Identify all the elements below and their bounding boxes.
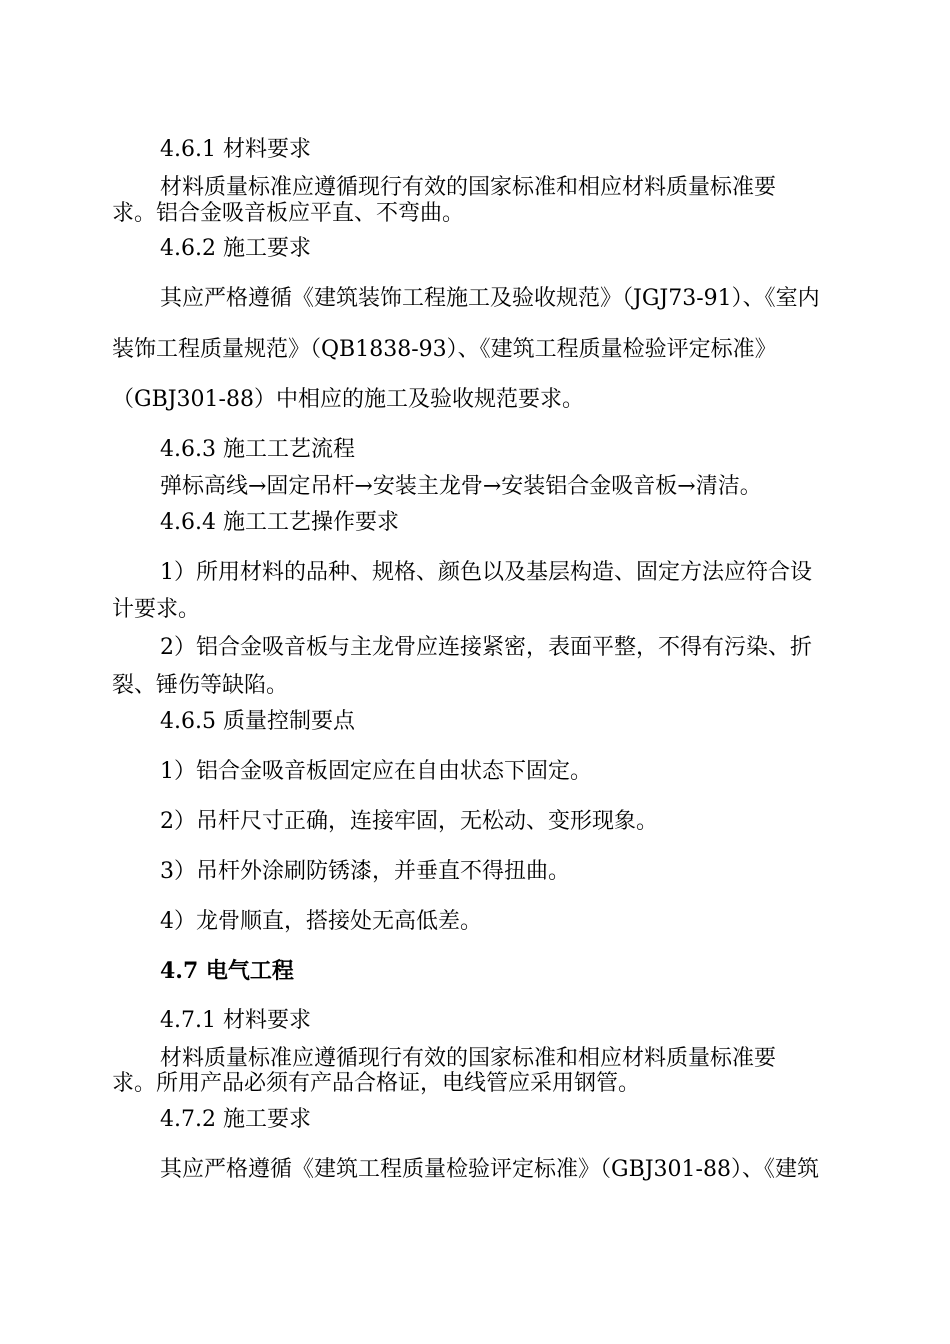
heading-4-6-2: 4.6.2 施工要求 [160, 236, 311, 261]
paragraph-4-6-4-item-2-line-1: 2）铝合金吸音板与主龙骨应连接紧密，表面平整，不得有污染、折 [160, 635, 812, 660]
paragraph-4-6-1-line-2: 求。铝合金吸音板应平直、不弯曲。 [112, 201, 465, 226]
paragraph-4-7-2-line-1: 其应严格遵循《建筑工程质量检验评定标准》（GBJ301-88）、《建筑 [160, 1157, 819, 1182]
paragraph-4-6-5-item-3: 3）吊杆外涂刷防锈漆，并垂直不得扭曲。 [160, 859, 570, 884]
paragraph-4-6-1-line-1: 材料质量标准应遵循现行有效的国家标准和相应材料质量标准要 [160, 175, 777, 200]
heading-4-7-2: 4.7.2 施工要求 [160, 1107, 311, 1132]
paragraph-4-6-5-item-1: 1）铝合金吸音板固定应在自由状态下固定。 [160, 759, 592, 784]
heading-4-6-4: 4.6.4 施工工艺操作要求 [160, 510, 399, 535]
paragraph-4-6-4-item-2-line-2: 裂、锤伤等缺陷。 [112, 673, 289, 698]
paragraph-4-7-1-line-2: 求。所用产品必须有产品合格证，电线管应采用钢管。 [112, 1071, 641, 1096]
heading-4-7: 4.7 电气工程 [160, 958, 294, 984]
heading-4-6-1: 4.6.1 材料要求 [160, 137, 311, 162]
paragraph-4-6-2-line-1: 其应严格遵循《建筑装饰工程施工及验收规范》（JGJ73-91）、《室内 [160, 286, 820, 311]
paragraph-4-6-5-item-2: 2）吊杆尺寸正确，连接牢固，无松动、变形现象。 [160, 809, 658, 834]
heading-4-6-3: 4.6.3 施工工艺流程 [160, 437, 355, 462]
heading-4-6-5: 4.6.5 质量控制要点 [160, 709, 355, 734]
paragraph-4-6-5-item-4: 4）龙骨顺直，搭接处无高低差。 [160, 909, 482, 934]
paragraph-4-6-2-line-3: （GBJ301-88）中相应的施工及验收规范要求。 [112, 387, 584, 412]
paragraph-4-6-3: 弹标高线→固定吊杆→安装主龙骨→安装铝合金吸音板→清洁。 [160, 474, 762, 499]
paragraph-4-6-4-item-1-line-1: 1）所用材料的品种、规格、颜色以及基层构造、固定方法应符合设 [160, 560, 812, 585]
heading-4-7-1: 4.7.1 材料要求 [160, 1008, 311, 1033]
paragraph-4-6-2-line-2: 装饰工程质量规范》（QB1838-93）、《建筑工程质量检验评定标准》 [112, 337, 777, 362]
paragraph-4-6-4-item-1-line-2: 计要求。 [112, 597, 201, 622]
paragraph-4-7-1-line-1: 材料质量标准应遵循现行有效的国家标准和相应材料质量标准要 [160, 1046, 777, 1071]
